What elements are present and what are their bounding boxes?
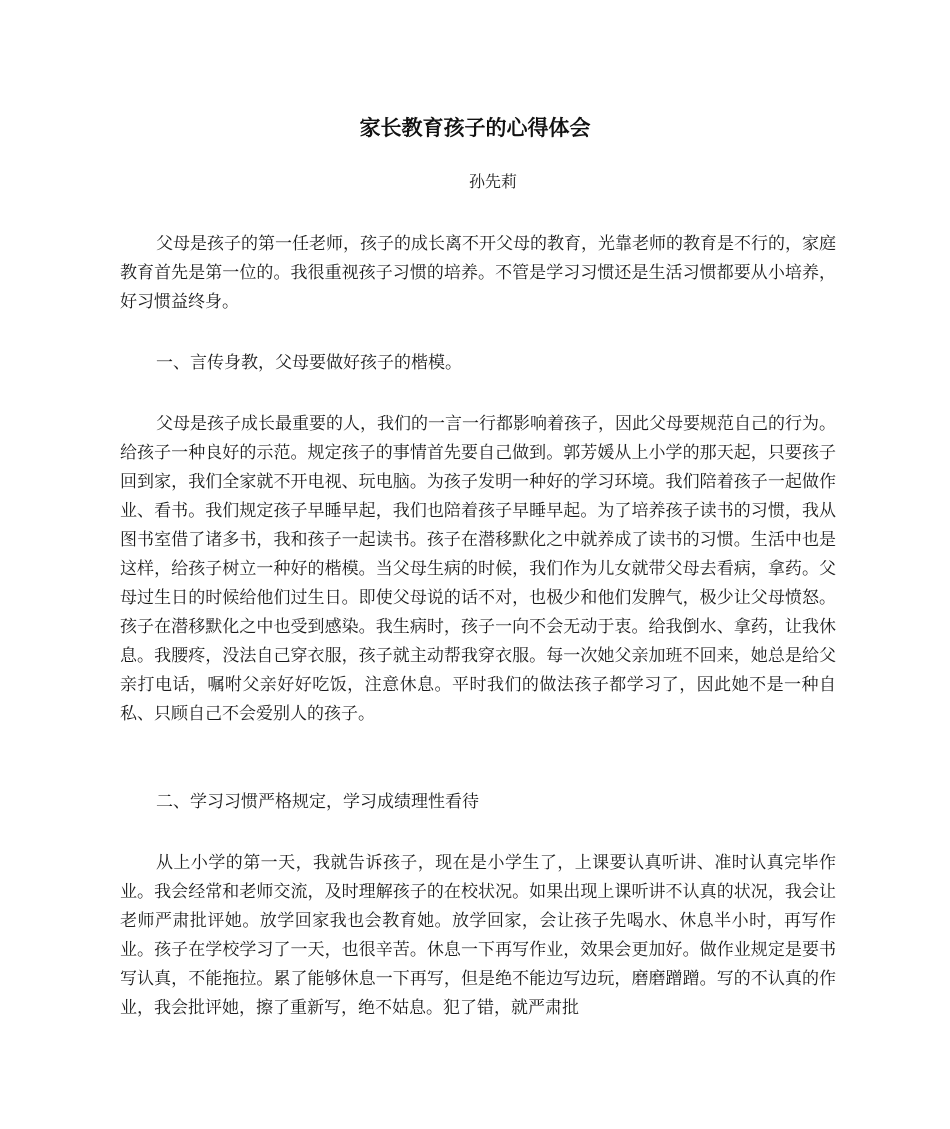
section-2-paragraph: 从上小学的第一天，我就告诉孩子，现在是小学生了，上课要认真听讲、准时认真完毕作业。我会经常和老师交流，及时理解孩子的在校状况。如果出现上课听讲不认真的状况，我会让老师严肃批评她。放学回家我也会教育她。放学回家，会让孩子先喝水、休息半小时，再写作业。孩子在学校学习了一天，也很辛苦。休息一下再写作业，效果会更加好。做作业规定是要书写认真，不能拖拉。累了能够休息一下再写，但是绝不能边写边玩，磨磨蹭蹭。写的不认真的作业，我会批评她，擦了重新写，绝不姑息。犯了错，就严肃批 [120,853,836,1018]
document-title: 家长教育孩子的心得体会 [359,116,591,141]
section-1-paragraph: 父母是孩子成长最重要的人，我们的一言一行都影响着孩子，因此父母要规范自己的行为。给孩子一种良好的示范。规定孩子的事情首先要自己做到。郭芳媛从上小学的那天起，只要孩子回到家，我们全家就不开电视、玩电脑。为孩子发明一种好的学习环境。我们陪着孩子一起做作业、看书。我们规定孩子早睡早起，我们也陪着孩子早睡早起。为了培养孩子读书的习惯，我从图书室借了诸多书，我和孩子一起读书。孩子在潜移默化之中就养成了读书的习惯。生活中也是这样，给孩子树立一种好的楷模。当父母生病的时候，我们作为儿女就带父母去看病，拿药。父母过生日的时候给他们过生日。即使父母说的话不对，也极少和他们发脾气，极少让父母愤怒。孩子在潜移默化之中也受到感染。我生病时，孩子一向不会无动于衷。给我倒水、拿药，让我休息。我腰疼，没法自己穿衣服，孩子就主动帮我穿衣服。每一次她父亲加班不回来，她总是给父亲打电话，嘱咐父亲好好吃饭，注意休息。平时我们的做法孩子都学习了，因此她不是一种自私、只顾自己不会爱别人的孩子。 [120,414,836,724]
document-author: 孙先莉 [468,172,517,191]
section-heading-1: 一、言传身教，父母要做好孩子的楷模。 [156,353,462,373]
intro-paragraph: 父母是孩子的第一任老师，孩子的成长离不开父母的教育，光靠老师的教育是不行的，家庭教育首先是第一位的。我很重视孩子习惯的培养。不管是学习习惯还是生活习惯都要从小培养，好习惯益终身。 [120,234,836,312]
section-heading-2: 二、学习习惯严格规定，学习成绩理性看待 [156,792,479,812]
